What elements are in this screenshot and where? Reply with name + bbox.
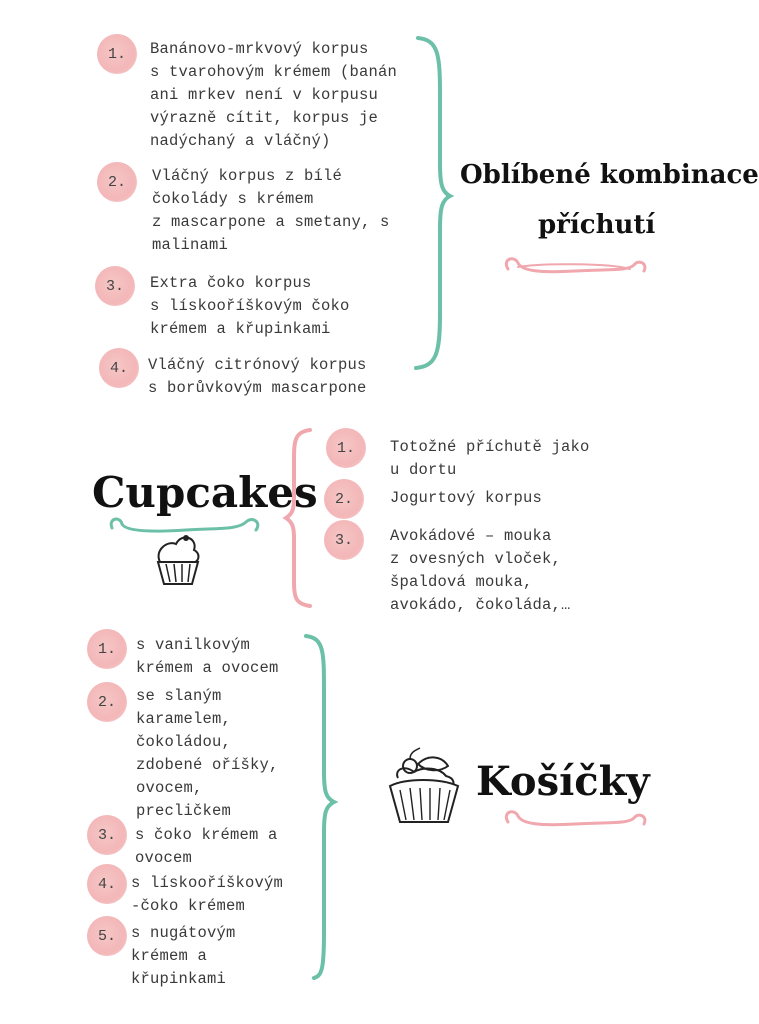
list-item: Totožné příchutě jako u dortu	[390, 438, 590, 479]
curly-brace	[412, 34, 452, 374]
list-number-badge: 1.	[97, 34, 137, 74]
list-number-badge: 4.	[99, 348, 139, 388]
list-item: Avokádové – mouka z ovesných vloček, špaldová mouka, avokádo, čokoláda,…	[390, 527, 571, 614]
list-item: s vanilkovým krémem a ovocem	[136, 636, 279, 677]
section-title: Oblíbené kombinace	[460, 160, 759, 190]
list-item: Vláčný citrónový korpus s borůvkovým mascarpone	[148, 356, 367, 397]
list-number-badge: 2.	[97, 162, 137, 202]
list-item: s čoko krémem a ovocem	[135, 826, 278, 867]
curly-brace	[282, 426, 316, 608]
list-item: Extra čoko korpus s lískooříškovým čoko krémem a křupinkami	[150, 274, 350, 338]
list-number-badge: 3.	[87, 815, 127, 855]
section-title-line2: příchutí	[538, 210, 656, 240]
list-item: Banánovo-mrkvový korpus s tvarohovým krémem (banán ani mrkev není v korpusu výrazně cítit, korpus je nadýchaný a vláčný)	[150, 40, 398, 150]
list-number-badge: 3.	[324, 520, 364, 560]
list-number-badge: 2.	[324, 479, 364, 519]
list-item: s lískooříškovým -čoko krémem	[131, 874, 284, 915]
flourish-divider	[500, 808, 650, 838]
list-number-badge: 1.	[87, 629, 127, 669]
curly-brace	[300, 632, 338, 982]
list-item: Jogurtový korpus	[390, 489, 543, 507]
list-number-badge: 2.	[87, 682, 127, 722]
flourish-divider	[500, 255, 650, 285]
section-title: Košíčky	[476, 758, 650, 805]
list-number-badge: 4.	[87, 864, 127, 904]
list-item: s nugátovým krémem a křupinkami	[131, 924, 236, 988]
list-number-badge: 3.	[95, 266, 135, 306]
tartlet-icon	[384, 748, 464, 828]
list-number-badge: 5.	[87, 916, 127, 956]
list-number-badge: 1.	[326, 428, 366, 468]
section-title: Cupcakes	[92, 468, 318, 517]
cupcake-icon	[152, 532, 202, 587]
list-item: Vláčný korpus z bílé čokolády s krémem z mascarpone a smetany, s malinami	[152, 167, 390, 254]
list-item: se slaným karamelem, čokoládou, zdobené oříšky, ovocem, precličkem	[136, 687, 279, 820]
